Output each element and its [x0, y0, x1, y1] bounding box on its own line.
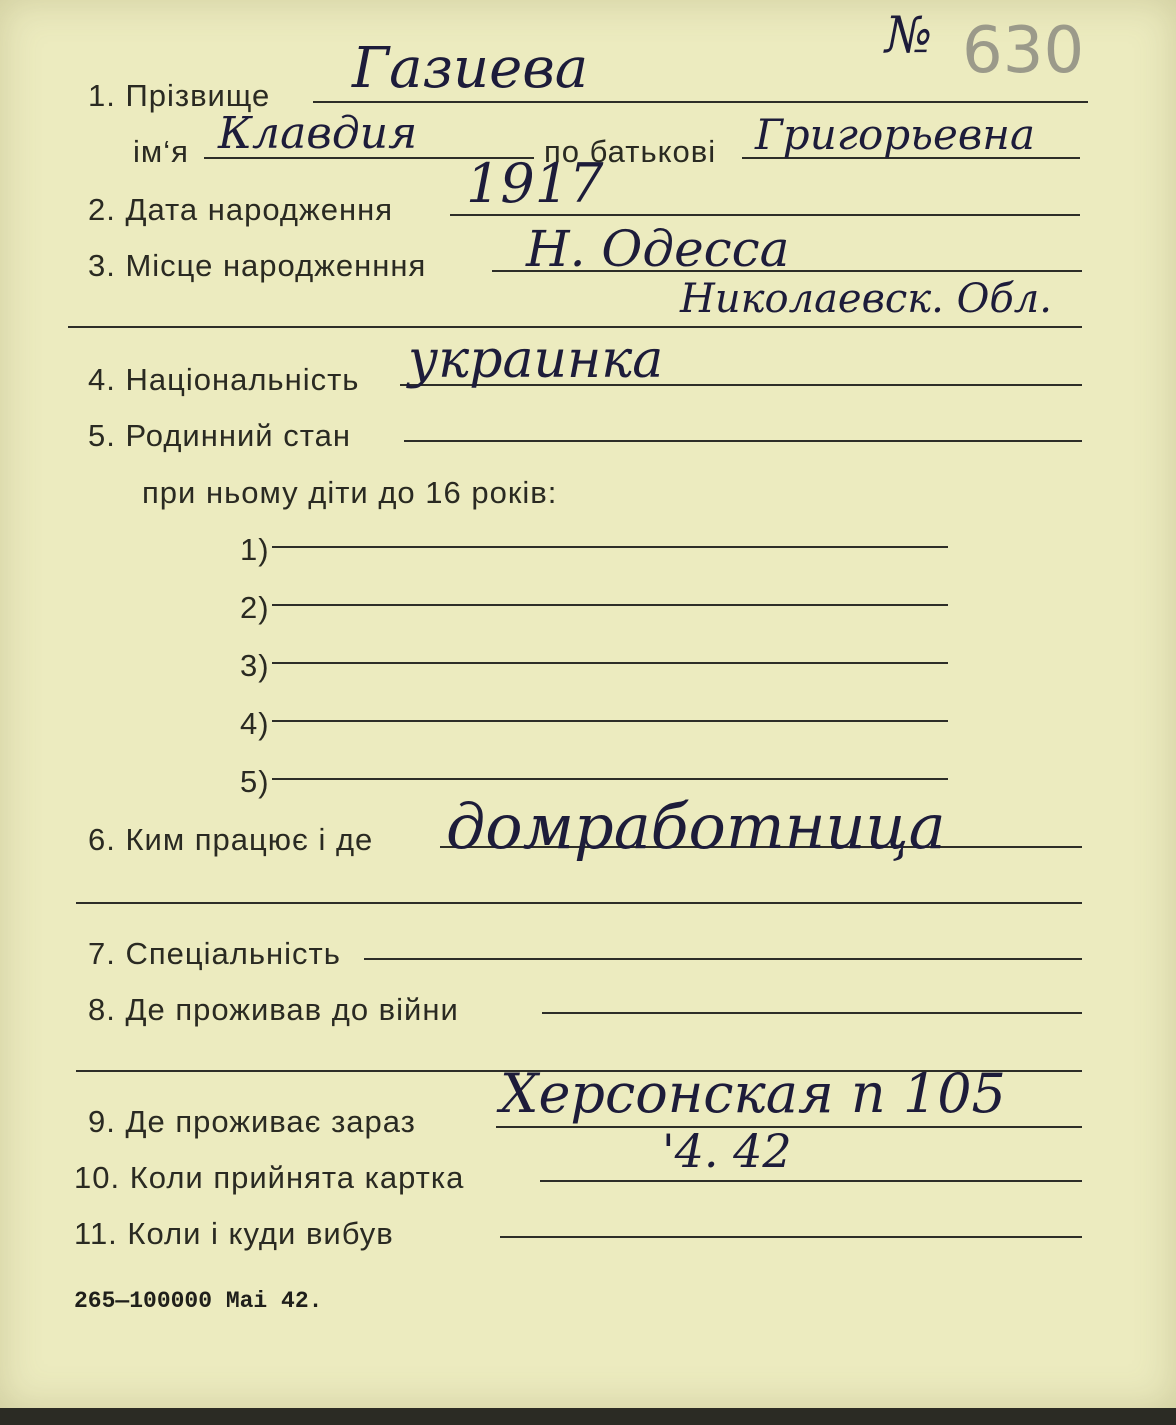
- child-4-line: [272, 720, 948, 722]
- name-label: ім‘я: [133, 134, 189, 169]
- child-2-line: [272, 604, 948, 606]
- patronymic-value: Григорьевна: [755, 110, 1036, 159]
- child-3-label: 3): [240, 648, 270, 683]
- surname-value: Газиева: [352, 36, 589, 101]
- child-1-label: 1): [240, 532, 270, 567]
- family-line: [404, 440, 1082, 442]
- current-label: 9. Де проживає зараз: [88, 1104, 416, 1139]
- accepted-label: 10. Коли прийнята картка: [74, 1160, 465, 1195]
- accepted-value: '4. 42: [662, 1124, 792, 1178]
- surname-label: 1. Прізвище: [88, 78, 271, 113]
- birthdate-value: 1917: [466, 152, 604, 215]
- child-3-line: [272, 662, 948, 664]
- current-value: Херсонская п 105: [500, 1062, 1006, 1125]
- departed-line: [500, 1236, 1082, 1238]
- accepted-line: [540, 1180, 1082, 1182]
- work-label: 6. Ким працює і де: [88, 822, 374, 857]
- work-value: домработница: [446, 790, 946, 863]
- surname-line: [313, 101, 1088, 103]
- prewar-label: 8. Де проживав до війни: [88, 992, 459, 1027]
- nationality-label: 4. Національність: [88, 362, 360, 397]
- print-code: 265—100000 Mai 42.: [74, 1288, 323, 1314]
- pencil-card-number: 630: [962, 14, 1085, 88]
- specialty-label: 7. Спеціальність: [88, 936, 341, 971]
- birthplace-value: Н. Одесса: [526, 220, 790, 278]
- children-label: при ньому діти до 16 років:: [142, 475, 558, 510]
- child-5-line: [272, 778, 948, 780]
- birthplace-label: 3. Місце народженння: [88, 248, 427, 283]
- family-label: 5. Родинний стан: [88, 418, 351, 453]
- patronymic-label: по батькові: [544, 134, 717, 169]
- name-value: Клавдия: [218, 108, 418, 159]
- departed-label: 11. Коли і куди вибув: [74, 1216, 394, 1251]
- child-4-label: 4): [240, 706, 270, 741]
- work-line-2: [76, 902, 1082, 904]
- child-5-label: 5): [240, 764, 270, 799]
- birthplace-value-line2: Николаевск. Обл.: [680, 276, 1052, 322]
- number-mark: №: [885, 6, 933, 64]
- nationality-value: украинка: [408, 330, 664, 390]
- birthplace-line-2: [68, 326, 1082, 328]
- specialty-line: [364, 958, 1082, 960]
- child-2-label: 2): [240, 590, 270, 625]
- child-1-line: [272, 546, 948, 548]
- prewar-line: [542, 1012, 1082, 1014]
- birthdate-label: 2. Дата народження: [88, 192, 393, 227]
